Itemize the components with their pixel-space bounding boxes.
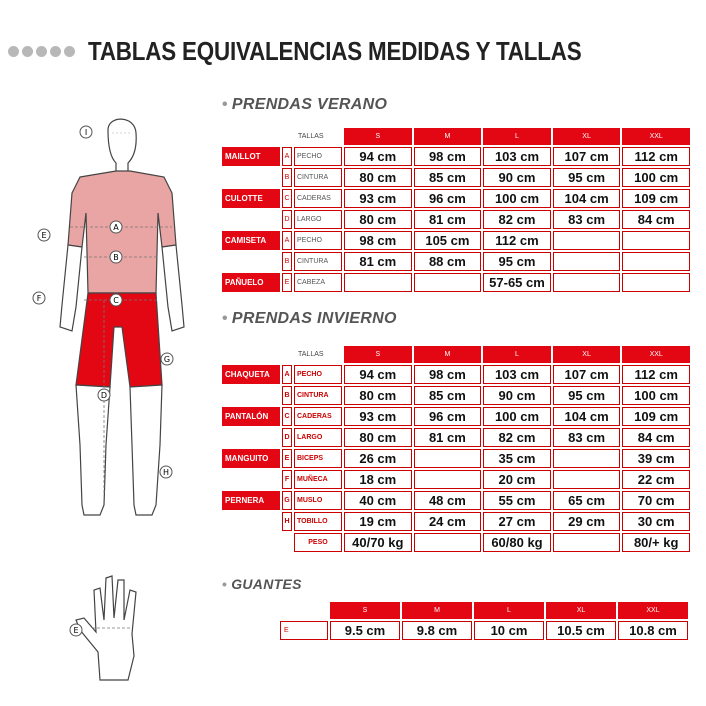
size-value: 104 cm — [553, 189, 621, 208]
size-header: XXL — [622, 346, 690, 363]
category-label: MANGUITO — [222, 449, 280, 468]
size-value: 112 cm — [622, 147, 690, 166]
measure-letter: A — [282, 365, 292, 384]
measure-letter: C — [282, 189, 292, 208]
table-row — [222, 252, 690, 271]
shorts-shape — [76, 293, 162, 387]
size-value: 84 cm — [622, 210, 690, 229]
size-value: 90 cm — [483, 168, 551, 187]
size-value: 103 cm — [483, 147, 551, 166]
measure-letter: D — [282, 210, 292, 229]
size-value: 100 cm — [483, 407, 551, 426]
measure-name: CINTURA — [294, 168, 342, 187]
size-value: 82 cm — [483, 428, 551, 447]
category-label — [222, 470, 280, 489]
svg-text:E: E — [41, 231, 47, 240]
size-header: XL — [546, 602, 616, 619]
size-value — [414, 273, 482, 292]
label-D — [98, 389, 110, 401]
label-B — [110, 251, 122, 263]
svg-text:I: I — [84, 128, 88, 137]
peso-value: 60/80 kg — [483, 533, 551, 552]
size-value: 26 cm — [344, 449, 412, 468]
size-value: 55 cm — [483, 491, 551, 510]
size-value: 84 cm — [622, 428, 690, 447]
size-value: 100 cm — [622, 168, 690, 187]
size-value — [622, 231, 690, 250]
size-value: 70 cm — [622, 491, 690, 510]
size-value — [553, 231, 621, 250]
label-G — [161, 353, 173, 365]
table-row — [222, 231, 690, 250]
size-value: 112 cm — [622, 365, 690, 384]
size-value: 95 cm — [553, 168, 621, 187]
size-header: M — [402, 602, 472, 619]
size-value: 10.8 cm — [618, 621, 688, 640]
table-row — [222, 147, 690, 166]
size-value: 98 cm — [414, 365, 482, 384]
size-value: 81 cm — [414, 428, 482, 447]
label-H — [160, 466, 172, 478]
measure-letter: B — [282, 252, 292, 271]
size-value: 27 cm — [483, 512, 551, 531]
svg-text:A: A — [113, 223, 119, 232]
dot — [36, 46, 47, 57]
size-value — [553, 252, 621, 271]
size-value: 80 cm — [344, 386, 412, 405]
size-value: 94 cm — [344, 365, 412, 384]
measure-letter: B — [282, 386, 292, 405]
svg-text:F: F — [36, 294, 42, 303]
size-value: 81 cm — [344, 252, 412, 271]
size-value: 96 cm — [414, 407, 482, 426]
header-spacer — [222, 346, 280, 363]
page-title: TABLAS EQUIVALENCIAS MEDIDAS Y TALLAS — [88, 36, 582, 66]
size-value — [414, 449, 482, 468]
category-label — [222, 210, 280, 229]
size-value — [553, 273, 621, 292]
hand-label-E — [70, 624, 82, 636]
size-value: 20 cm — [483, 470, 551, 489]
winter-heading: • PRENDAS INVIERNO — [222, 310, 397, 327]
header-row — [222, 128, 690, 145]
size-value: 30 cm — [622, 512, 690, 531]
measure-letter: A — [282, 147, 292, 166]
category-label: CHAQUETA — [222, 365, 280, 384]
measure-letter: E — [282, 273, 292, 292]
category-label — [222, 428, 280, 447]
size-header: M — [414, 346, 482, 363]
dot — [64, 46, 75, 57]
dot — [50, 46, 61, 57]
size-value: 81 cm — [414, 210, 482, 229]
size-value: 35 cm — [483, 449, 551, 468]
size-value: 83 cm — [553, 428, 621, 447]
category-label — [222, 168, 280, 187]
size-value: 98 cm — [414, 147, 482, 166]
size-value: 85 cm — [414, 168, 482, 187]
size-value: 112 cm — [483, 231, 551, 250]
size-value — [414, 470, 482, 489]
size-value: 39 cm — [622, 449, 690, 468]
table-row — [222, 189, 690, 208]
size-header: L — [483, 346, 551, 363]
size-value: 18 cm — [344, 470, 412, 489]
size-value: 82 cm — [483, 210, 551, 229]
label-F — [33, 292, 45, 304]
measure-name: PECHO — [294, 365, 342, 384]
letter-spacer — [282, 533, 292, 552]
size-header: S — [330, 602, 400, 619]
measure-letter: G — [282, 491, 292, 510]
measure-name: CINTURA — [294, 252, 342, 271]
size-value: 93 cm — [344, 189, 412, 208]
header-spacer — [282, 346, 292, 363]
dot — [22, 46, 33, 57]
table-row — [222, 386, 690, 405]
table-row — [222, 491, 690, 510]
size-value: 29 cm — [553, 512, 621, 531]
size-value: 80 cm — [344, 428, 412, 447]
size-value: 95 cm — [483, 252, 551, 271]
size-value: 94 cm — [344, 147, 412, 166]
category-label: PERNERA — [222, 491, 280, 510]
label-E — [38, 229, 50, 241]
measure-letter: C — [282, 407, 292, 426]
size-value: 95 cm — [553, 386, 621, 405]
size-value: 103 cm — [483, 365, 551, 384]
header-spacer — [282, 128, 292, 145]
size-value — [553, 449, 621, 468]
size-header: XL — [553, 346, 621, 363]
measure-name: PECHO — [294, 231, 342, 250]
size-value: 48 cm — [414, 491, 482, 510]
summer-table — [220, 126, 692, 294]
size-value — [344, 273, 412, 292]
table-row — [222, 168, 690, 187]
size-value — [553, 470, 621, 489]
category-spacer — [222, 533, 280, 552]
measure-name: PECHO — [294, 147, 342, 166]
size-value: 100 cm — [483, 189, 551, 208]
measure-letter: F — [282, 470, 292, 489]
size-value: 40 cm — [344, 491, 412, 510]
measure-name: BICEPS — [294, 449, 342, 468]
hand-figure — [50, 560, 170, 690]
peso-label: PESO — [294, 533, 342, 552]
shirt-shape — [68, 171, 176, 293]
size-header: L — [483, 128, 551, 145]
table-row — [222, 470, 690, 489]
size-value: 9.8 cm — [402, 621, 472, 640]
size-value: 83 cm — [553, 210, 621, 229]
size-value: 10.5 cm — [546, 621, 616, 640]
category-label — [222, 386, 280, 405]
measure-name: LARGO — [294, 210, 342, 229]
svg-text:G: G — [163, 355, 171, 364]
tallas-label: TALLAS — [298, 133, 324, 140]
size-header: S — [344, 346, 412, 363]
size-value: 105 cm — [414, 231, 482, 250]
size-value — [622, 273, 690, 292]
svg-text:D: D — [100, 391, 108, 400]
body-figure — [0, 95, 215, 555]
size-header: M — [414, 128, 482, 145]
size-value: 88 cm — [414, 252, 482, 271]
label-A — [110, 221, 122, 233]
size-header: XL — [553, 128, 621, 145]
label-I — [80, 126, 92, 138]
measure-name: CINTURA — [294, 386, 342, 405]
measure-name: MUÑECA — [294, 470, 342, 489]
size-value: 109 cm — [622, 189, 690, 208]
peso-value-empty — [414, 533, 482, 552]
table-row — [222, 449, 690, 468]
size-value: 104 cm — [553, 407, 621, 426]
summer-heading: • PRENDAS VERANO — [222, 96, 388, 113]
svg-text:B: B — [113, 253, 119, 262]
size-value: 109 cm — [622, 407, 690, 426]
size-value: 65 cm — [553, 491, 621, 510]
gloves-table — [278, 600, 690, 642]
size-value: 107 cm — [553, 365, 621, 384]
peso-row — [222, 533, 690, 552]
gloves-heading: • GUANTES — [222, 576, 302, 592]
measure-letter: B — [282, 168, 292, 187]
size-value: 9.5 cm — [330, 621, 400, 640]
table-row — [280, 621, 688, 640]
size-value: 57-65 cm — [483, 273, 551, 292]
table-row — [222, 210, 690, 229]
category-label: MAILLOT — [222, 147, 280, 166]
size-value: 90 cm — [483, 386, 551, 405]
size-value: 80 cm — [344, 210, 412, 229]
tallas-label: TALLAS — [298, 351, 324, 358]
peso-value: 40/70 kg — [344, 533, 412, 552]
size-value: 10 cm — [474, 621, 544, 640]
table-row — [222, 407, 690, 426]
measure-name: LARGO — [294, 428, 342, 447]
size-value — [622, 252, 690, 271]
svg-text:C: C — [113, 296, 119, 305]
measure-name: MUSLO — [294, 491, 342, 510]
size-value: 80 cm — [344, 168, 412, 187]
category-label — [222, 512, 280, 531]
measure-name: CABEZA — [294, 273, 342, 292]
size-value: 107 cm — [553, 147, 621, 166]
peso-value-empty — [553, 533, 621, 552]
measure-letter: E — [282, 449, 292, 468]
table-row — [222, 428, 690, 447]
size-header: XXL — [622, 128, 690, 145]
dot — [8, 46, 19, 57]
measure-letter: D — [282, 428, 292, 447]
size-value: 85 cm — [414, 386, 482, 405]
table-row — [222, 273, 690, 292]
size-value: 98 cm — [344, 231, 412, 250]
peso-value: 80/+ kg — [622, 533, 690, 552]
decorative-dots — [8, 46, 75, 57]
size-value: 22 cm — [622, 470, 690, 489]
svg-text:H: H — [162, 468, 170, 477]
category-label: CULOTTE — [222, 189, 280, 208]
measure-letter: A — [282, 231, 292, 250]
header-spacer — [222, 128, 280, 145]
header-spacer — [280, 602, 328, 619]
winter-table — [220, 344, 692, 554]
size-value: 96 cm — [414, 189, 482, 208]
size-header: S — [344, 128, 412, 145]
table-row — [222, 365, 690, 384]
size-value: 100 cm — [622, 386, 690, 405]
measure-name: CADERAS — [294, 407, 342, 426]
category-label — [222, 252, 280, 271]
size-header: L — [474, 602, 544, 619]
table-row — [222, 512, 690, 531]
size-value: 19 cm — [344, 512, 412, 531]
header-row — [280, 602, 688, 619]
measure-letter: H — [282, 512, 292, 531]
measure-name: TOBILLO — [294, 512, 342, 531]
measure-name: CADERAS — [294, 189, 342, 208]
header-row — [222, 346, 690, 363]
svg-text:E: E — [73, 626, 79, 635]
category-label: PANTALÓN — [222, 407, 280, 426]
size-value: 93 cm — [344, 407, 412, 426]
size-header: XXL — [618, 602, 688, 619]
category-label: CAMISETA — [222, 231, 280, 250]
size-value: 24 cm — [414, 512, 482, 531]
category-label: PAÑUELO — [222, 273, 280, 292]
measure-letter: E — [280, 621, 328, 640]
label-C — [110, 294, 122, 306]
